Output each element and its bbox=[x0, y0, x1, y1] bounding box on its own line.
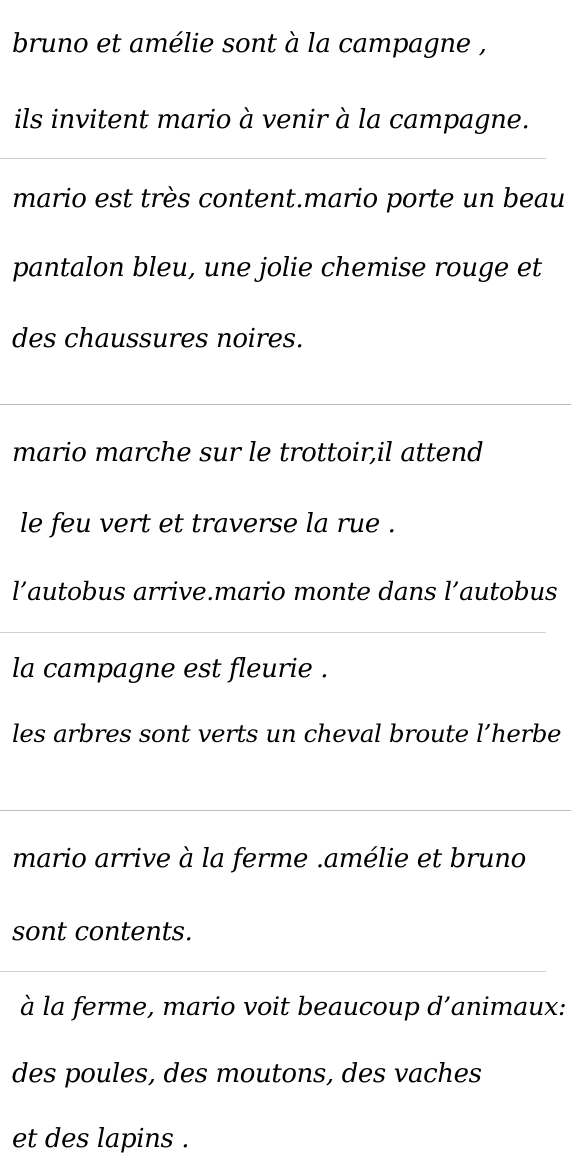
text-line: mario arrive à la ferme .amélie et bruno bbox=[12, 844, 526, 874]
text-line: mario marche sur le trottoir,il attend bbox=[12, 438, 484, 468]
paragraph-divider bbox=[0, 158, 546, 159]
text-line: bruno et amélie sont à la campagne , bbox=[12, 29, 487, 59]
text-line: des poules, des moutons, des vaches bbox=[12, 1059, 482, 1089]
paragraph-divider bbox=[0, 971, 546, 972]
section-divider bbox=[0, 810, 571, 811]
paragraph-divider bbox=[0, 632, 546, 633]
section-divider bbox=[0, 404, 571, 405]
text-line: les arbres sont verts un cheval broute l’herbe bbox=[12, 719, 562, 748]
text-line: ils invitent mario à venir à la campagne. bbox=[14, 105, 530, 135]
text-line: sont contents. bbox=[12, 917, 193, 947]
text-line: la campagne est fleurie . bbox=[12, 654, 329, 684]
text-line: pantalon bleu, une jolie chemise rouge et bbox=[12, 253, 542, 283]
text-line: le feu vert et traverse la rue . bbox=[20, 509, 396, 539]
text-line: l’autobus arrive.mario monte dans l’autobus bbox=[12, 577, 558, 606]
text-line: et des lapins . bbox=[12, 1124, 190, 1154]
text-line: des chaussures noires. bbox=[12, 324, 304, 354]
text-line: mario est très content.mario porte un beau bbox=[12, 184, 566, 214]
text-line: à la ferme, mario voit beaucoup d’animaux: bbox=[20, 992, 567, 1022]
